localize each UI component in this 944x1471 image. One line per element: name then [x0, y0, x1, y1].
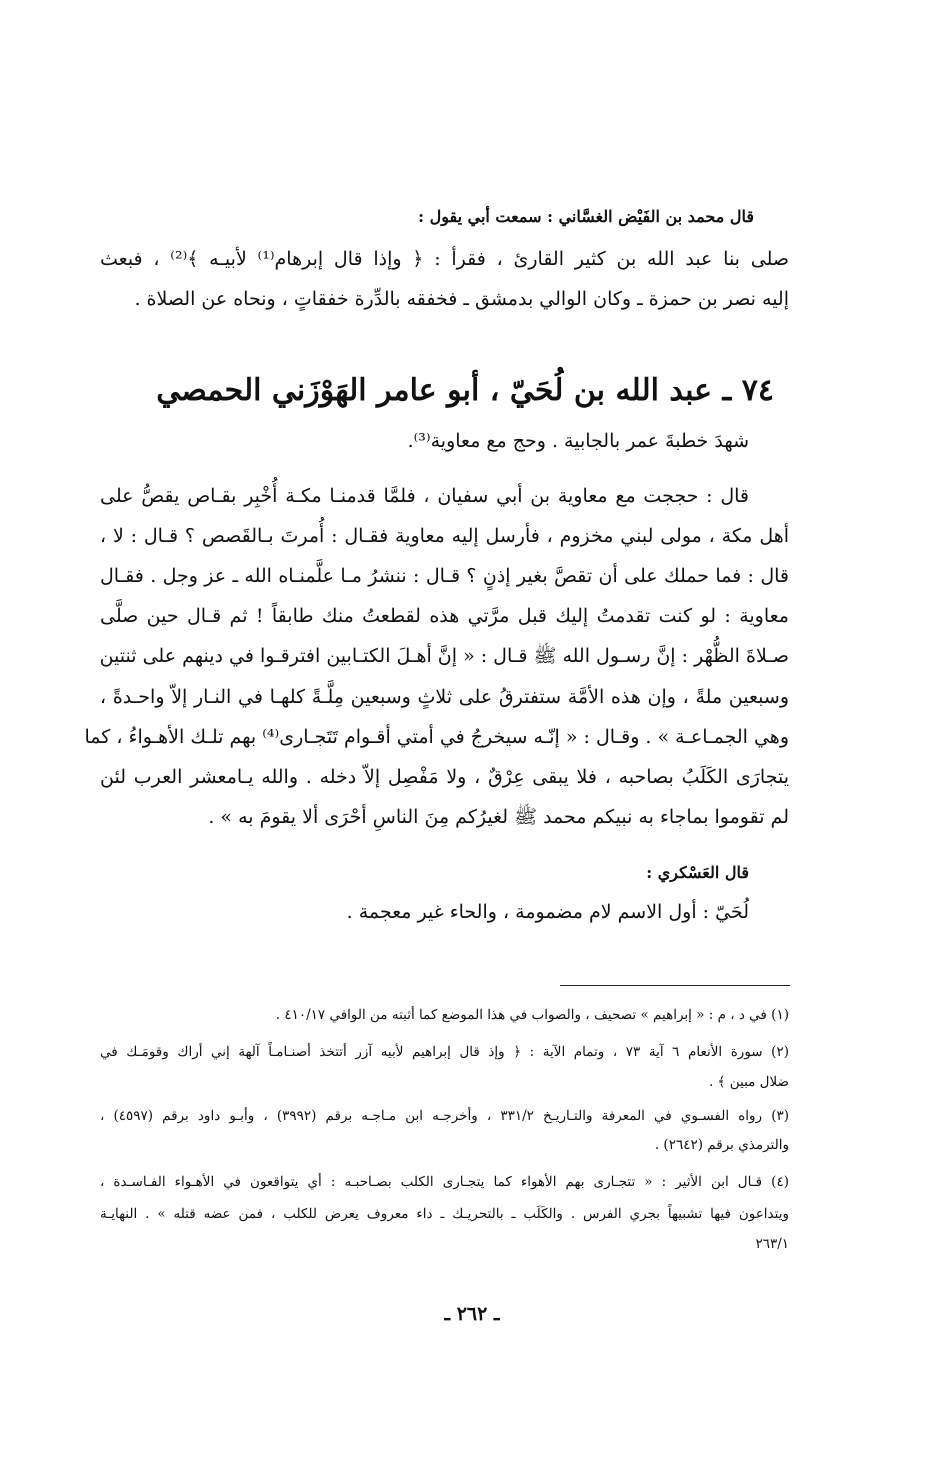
- footnote-2-line-1: (٢) سورة الأنعام ٦ آية ٧٣ ، وتمام الآية : ﴿ وإذ قال إبراهيم لأبيه آزر أتتخذ أصنـامـاً آلهة إني أراك وقومَـك في: [100, 1044, 789, 1060]
- page-number: ـ ٢٦٢ ـ: [444, 1303, 500, 1325]
- biography-heading: ٧٤ ـ عبد الله بن لُحَيّ ، أبو عامر الهَوْزَني الحمصي: [156, 373, 774, 408]
- main-line-5: صـلاةَ الظُّهْر : إنَّ رسـول الله ﷺ قـال : « إنَّ أهـلَ الكتـابين افترقـوا في دينهم على ثنتين: [99, 645, 789, 667]
- footnote-2-line-2: ضلال مبين ﴾ .: [708, 1074, 789, 1090]
- footnote-4-line-2: ويتداعون فيها تشبيهاً بجري الفرس . والكَلَب ـ بالتحريـك ـ داء معروف يعرض للكلب ، فمن عضه قتله » . النهايـة: [100, 1206, 789, 1222]
- intro-narrator-label: قال محمد بن الفَيْض الغسَّاني : سمعت أبي يقول :: [418, 207, 754, 226]
- main-line-6: وسبعين ملةً ، وإن هذه الأمَّة ستفترقُ على ثلاثٍ وسبعين مِلَّـةً كلهـا في النـار إلاّ واحـدةً ،: [100, 686, 789, 708]
- askari-label: قال العَسْكري :: [646, 863, 749, 882]
- askari-text: لُحَيّ : أول الاسم لام مضمومة ، والحاء غير معجمة .: [346, 901, 749, 923]
- main-line-7: وهي الجمـاعـة » . وقـال : « إنّـه سيخرجُ في أمتي أقـوام تَتَجـارى⁽⁴⁾ بهم تلـك الأهـواءُ ، كما: [84, 726, 789, 748]
- footnote-4-line-1: (٤) قـال ابن الأثير : « تتجـارى بهم الأهواء كما يتجـارى الكلب بصـاحبـه : أي يتواقعون في الأهـواء الفـاسـدة ،: [100, 1174, 789, 1190]
- footnote-1: (١) في د ، م : « إبراهيم » تصحيف ، والصواب في هذا الموضع كما أثبته من الوافي ٤١٠/١٧ .: [275, 1007, 789, 1023]
- main-line-1: قال : حججت مع معاوية بن أبي سفيان ، فلمَّا قدمنـا مكـة أُخْبِر بقـاص يقصُّ على: [100, 485, 749, 507]
- footnote-3-line-1: (٣) رواه الفسـوي في المعرفة والتـاريـخ ٣٣١/٢ ، وأخرجـه ابن مـاجـه برقم (٣٩٩٢) ، وأبـو داود برقم (٤٥٩٧) ،: [100, 1108, 790, 1124]
- footnote-4-line-3: ٢٦٣/١: [755, 1236, 789, 1252]
- main-line-4: معاوية : لو كنت تقدمتُ إليك قبل مرَّتي هذه لقطعتُ منك طابقاً ! ثم قـال حين صلَّى: [100, 605, 789, 627]
- footnote-3-line-2: والترمذي برقم (٢٦٤٢) .: [654, 1137, 789, 1153]
- intro-line-2: إليه نصر بن حمزة ـ وكان الوالي بدمشق ـ فخفقه بالدِّرة خفقاتٍ ، ونحاه عن الصلاة .: [134, 288, 789, 310]
- intro-line-1: صلى بنا عبد الله بن كثير القارئ ، فقرأ : ﴿ وإذا قال إبرهام⁽¹⁾ لأبيـه ﴾⁽²⁾ ، فبعث: [100, 248, 789, 270]
- biography-subline: شهدَ خطبةَ عمر بالجابية . وحج مع معاوية⁽³⁾.: [407, 430, 749, 452]
- main-line-3: قال : فما حملك على أن تقصَّ بغير إذنٍ ؟ قـال : ننشرُ مـا علَّمنـاه الله ـ عز وجل . فقـال: [100, 565, 789, 587]
- main-line-9: لم تقوموا بماجاء به نبيكم محمد ﷺ لغيرُكم مِنَ الناسِ أحْرَى ألا يقومَ به » .: [208, 806, 789, 828]
- main-line-8: يتجارَى الكَلَبُ بصاحبه ، فلا يبقى عِرْقٌ ، ولا مَفْصِل إلاّ دخله . والله يـامعشر العرب لئن: [100, 766, 789, 788]
- main-line-2: أهل مكة ، مولى لبني مخزوم ، فأرسل إليه معاوية فقـال : أُمرتَ بـالقَصص ؟ قـال : لا ،: [100, 525, 789, 547]
- footnote-separator: [560, 985, 790, 986]
